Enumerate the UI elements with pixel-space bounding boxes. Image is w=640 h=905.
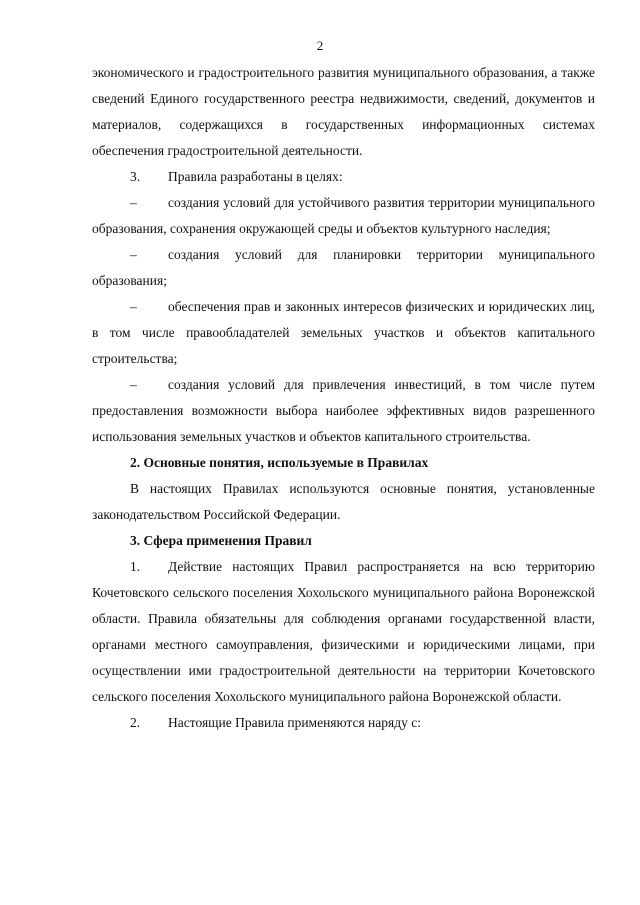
paragraph-continuation: экономического и градостроительного развития муниципального образования, а также сведений Единого государственного реестра недвижимости, сведений, документов и материалов, содержащихся в государственных информационных системах обеспечения градостроительной деятельности. — [92, 65, 595, 158]
list-item-text: создания условий для привлечения инвестиций, в том числе путем предоставления возможности выбора наиболее эффективных видов разрешенного использования земельных участков и объектов капитального строительства. — [92, 377, 595, 444]
item-text: Настоящие Правила применяются наряду с: — [168, 715, 421, 730]
paragraph-text: Правила разработаны в целях: — [168, 169, 343, 184]
list-item-text: создания условий для планировки территории муниципального образования; — [92, 247, 595, 288]
list-item-goal — [92, 242, 595, 294]
dash-marker: – — [130, 377, 137, 392]
dash-marker: – — [130, 299, 137, 314]
list-item-goal — [92, 190, 595, 242]
section-heading: 3. Сфера применения Правил — [130, 533, 312, 548]
list-item-goal — [92, 372, 595, 450]
dash-marker: – — [130, 195, 137, 210]
dash-marker: – — [130, 247, 137, 262]
item-number: 2. — [130, 715, 141, 730]
section-paragraph: В настоящих Правилах используются основные понятия, установленные законодательством Российской Федерации. — [92, 481, 595, 522]
item-number: 1. — [130, 559, 141, 574]
section-item — [92, 710, 595, 736]
document-body — [92, 60, 595, 736]
item-text: Действие настоящих Правил распространяется на всю территорию Кочетовского сельского поселения Хохольского муниципального района Воронежской области. Правила обязательны для соблюдения органами государственной власти, органами местного самоуправления, физическими и юридическими лицами, при осуществлении ими градостроительной деятельности на территории Кочетовского сельского поселения Хохольского муниципального района Воронежской области. — [92, 559, 595, 704]
list-item-text: создания условий для устойчивого развития территории муниципального образования, сохранения окружающей среды и объектов культурного наследия; — [92, 195, 595, 236]
list-item-goal — [92, 294, 595, 372]
section-heading: 2. Основные понятия, используемые в Правилах — [130, 455, 429, 470]
page-number: 2 — [316, 38, 324, 53]
section-item — [92, 554, 595, 710]
list-item-text: обеспечения прав и законных интересов физических и юридических лиц, в том числе правообладателей земельных участков и объектов капитального строительства; — [92, 299, 595, 366]
paragraph-goals-intro — [92, 164, 595, 190]
item-number: 3. — [130, 169, 141, 184]
